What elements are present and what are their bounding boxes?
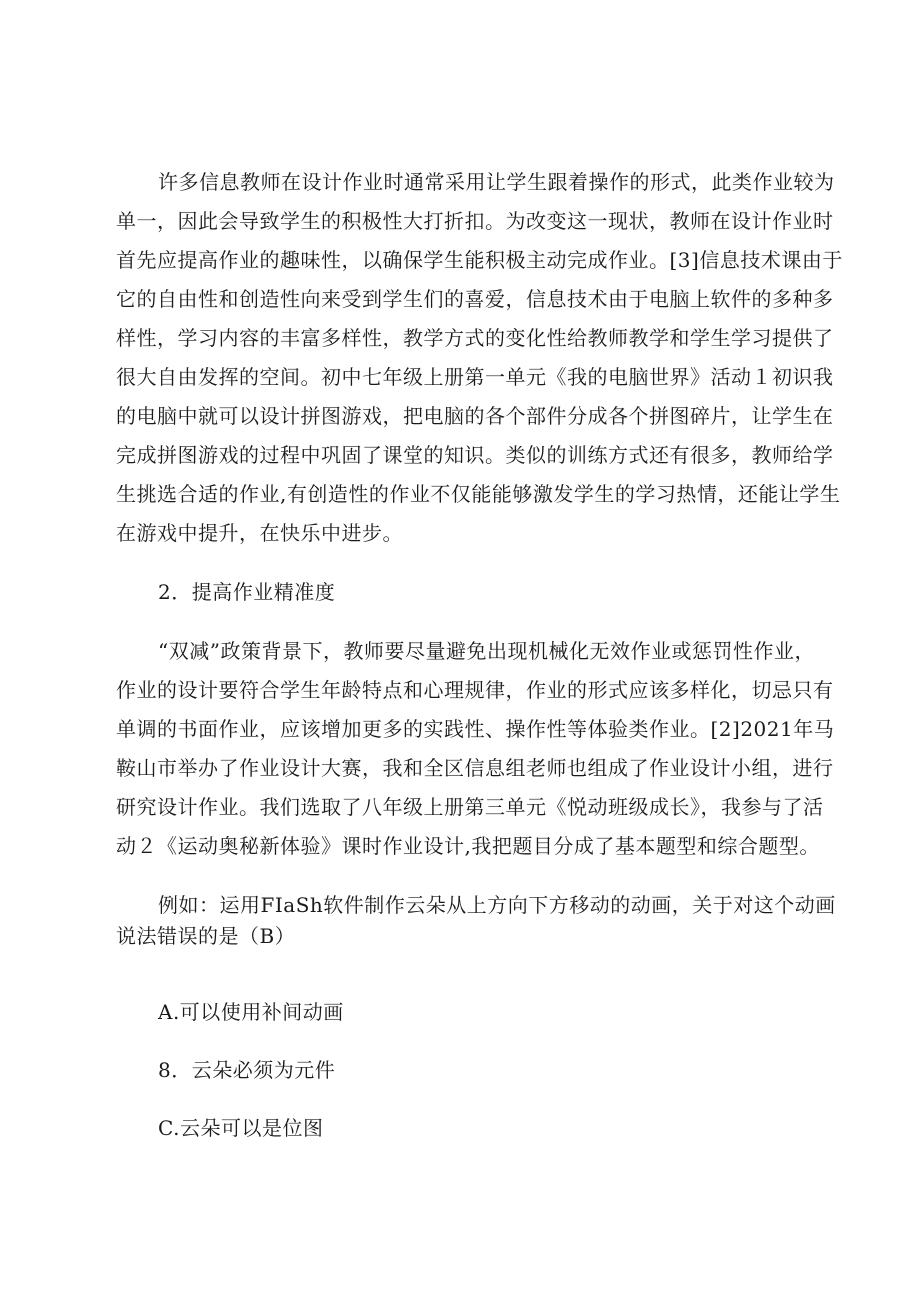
paragraph-line: 样性，学习内容的丰富多样性，教学方式的变化性给教师教学和学生学习提供了 bbox=[116, 326, 834, 350]
paragraph-line: 许多信息教师在设计作业时通常采用让学生跟着操作的形式，此类作业较为 bbox=[158, 170, 835, 194]
paragraph-line: 生挑选合适的作业,有创造性的作业不仅能能够激发学生的学习热情，还能让学生 bbox=[116, 482, 841, 506]
paragraph-line: 的电脑中就可以设计拼图游戏，把电脑的各个部件分成各个拼图碎片，让学生在 bbox=[116, 404, 834, 428]
paragraph-line: 它的自由性和创造性向来受到学生们的喜爱，信息技术由于电脑上软件的多种多 bbox=[116, 287, 834, 311]
question-line: 说法错误的是（B） bbox=[116, 924, 296, 948]
paragraph-line: 首先应提高作业的趣味性，以确保学生能积极主动完成作业。[3]信息技术课由于 bbox=[116, 248, 843, 272]
paragraph-line: 单一，因此会导致学生的积极性大打折扣。为改变这一现状，教师在设计作业时 bbox=[116, 209, 834, 233]
paragraph-line: 研究设计作业。我们选取了八年级上册第三单元《悦动班级成长》，我参与了活 bbox=[116, 795, 824, 819]
question-line: 例如：运用FIaSh软件制作云朵从上方向下方移动的动画，关于对这个动画 bbox=[158, 893, 836, 917]
paragraph-line: 完成拼图游戏的过程中巩固了课堂的知识。类似的训练方式还有很多，教师给学 bbox=[116, 443, 834, 467]
paragraph-line: 很大自由发挥的空间。初中七年级上册第一单元《我的电脑世界》活动１初识我 bbox=[116, 365, 834, 389]
paragraph-line: “双减”政策背景下，教师要尽量避免出现机械化无效作业或惩罚性作业， bbox=[158, 639, 815, 663]
option-a: A.可以使用补间动画 bbox=[158, 1000, 344, 1024]
paragraph-line: 鞍山市举办了作业设计大赛，我和全区信息组老师也组成了作业设计小组，进行 bbox=[116, 756, 834, 780]
paragraph-line: 在游戏中提升，在快乐中进步。 bbox=[116, 521, 403, 545]
paragraph-line: 动２《运动奥秘新体验》课时作业设计,我把题目分成了基本题型和综合题型。 bbox=[116, 834, 820, 858]
option-b: 8．云朵必须为元件 bbox=[158, 1058, 336, 1082]
option-c: C.云朵可以是位图 bbox=[158, 1116, 324, 1140]
section-heading: 2．提高作业精准度 bbox=[158, 580, 336, 604]
paragraph-line: 作业的设计要符合学生年龄特点和心理规律，作业的形式应该多样化，切忌只有 bbox=[116, 678, 834, 702]
paragraph-line: 单调的书面作业，应该增加更多的实践性、操作性等体验类作业。[2]2021年马 bbox=[116, 717, 835, 741]
